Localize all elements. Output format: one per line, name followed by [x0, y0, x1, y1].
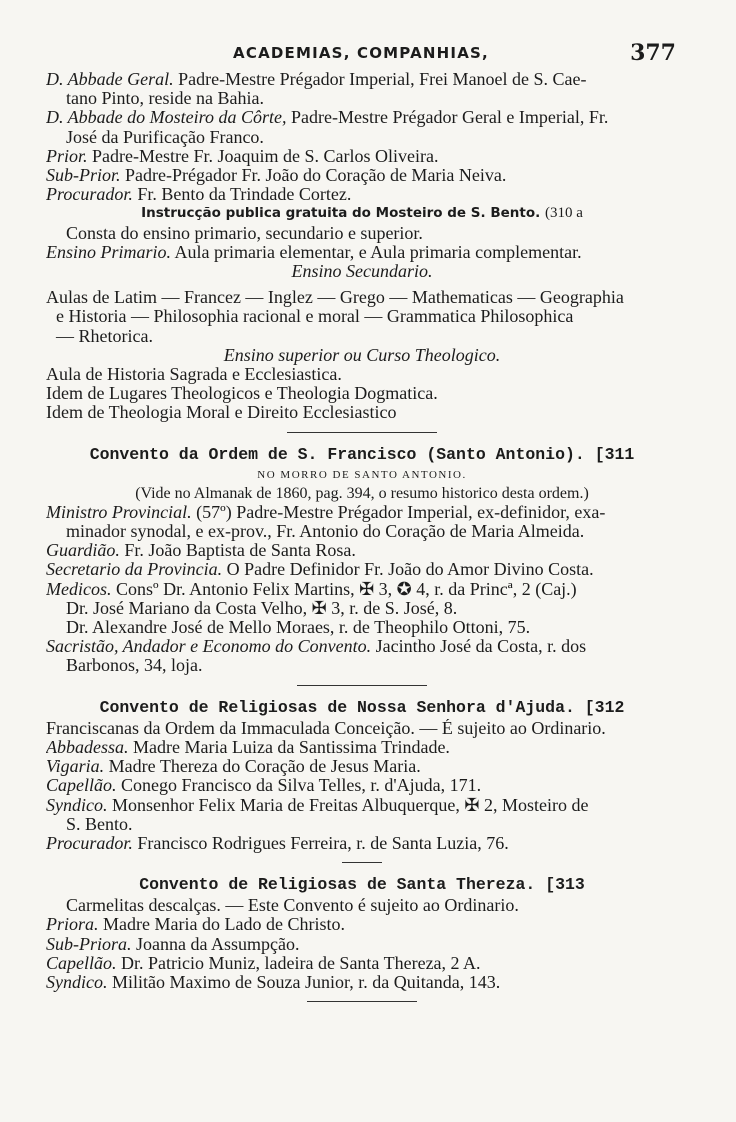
page-number: 377: [630, 40, 676, 66]
superior-line: Aula de Historia Sagrada e Ecclesiastica.: [46, 365, 342, 385]
superior-line: Idem de Lugares Theologicos e Theologia Dogmatica.: [46, 384, 438, 404]
section-divider: [307, 1001, 417, 1002]
entry-line: Priora. Madre Maria do Lado de Christo.: [46, 915, 345, 935]
running-title: ACADEMIAS, COMPANHIAS,: [233, 44, 489, 62]
entry-line: Carmelitas descalças. — Este Convento é sujeito ao Ordinario.: [66, 896, 519, 916]
section-subtitle: NO MORRO DE SANTO ANTONIO.: [257, 468, 467, 481]
entry-line: D. Abbade Geral. Padre-Mestre Prégador Imperial, Frei Manoel de S. Cae-: [46, 70, 587, 89]
entry-line: Secretario da Provincia. O Padre Definidor Fr. João do Amor Divino Costa.: [46, 560, 594, 580]
entry-line: D. Abbade do Mosteiro da Côrte, Padre-Mestre Prégador Geral e Imperial, Fr.: [46, 108, 609, 128]
entry-line: Sacristão, Andador e Economo do Convento. Jacintho José da Costa, r. dos: [46, 637, 587, 657]
entry-line: Sub-Prior. Padre-Prégador Fr. João do Coração de Maria Neiva.: [46, 166, 507, 186]
entry-line: Syndico. Militão Maximo de Souza Junior, r. da Quitanda, 143.: [46, 972, 501, 992]
aulas-line: Aulas de Latim — Francez — Inglez — Grego — Mathematicas — Geographia: [46, 288, 624, 308]
entry-line: José da Purificação Franco.: [66, 127, 264, 147]
aulas-line: — Rhetorica.: [56, 326, 153, 346]
entry-line: Procurador. Fr. Bento da Trindade Cortez.: [46, 185, 352, 205]
entry-line: Franciscanas da Ordem da Immaculada Conceição. — É sujeito ao Ordinario.: [46, 718, 606, 738]
entry-line: Abbadessa. Madre Maria Luiza da Santissima Trindade.: [46, 737, 450, 757]
entry-line: Vigaria. Madre Thereza do Coração de Jesus Maria.: [46, 757, 421, 777]
section-divider: [287, 432, 437, 433]
sao-bento-officials: [46, 70, 678, 204]
entry-line: S. Bento.: [66, 814, 133, 834]
entry-line: Syndico. Monsenhor Felix Maria de Freitas Albuquerque, ✠ 2, Mosteiro de: [46, 795, 589, 815]
section-title-santa-thereza: Convento de Religiosas de Santa Thereza. [313: [139, 875, 585, 895]
aulas-line: e Historia — Philosophia racional e moral — Grammatica Philosophica: [56, 307, 574, 327]
section-title-sao-francisco: Convento da Ordem de S. Francisco (Santo Antonio). [311: [89, 444, 635, 464]
ensino-secundario-title: Ensino Secundario.: [291, 262, 433, 282]
instruction-heading: Instrucção publica gratuita do Mosteiro de S. Bento. (310 a: [141, 205, 583, 222]
entry-line: Procurador. Francisco Rodrigues Ferreira, r. de Santa Luzia, 76.: [46, 833, 509, 853]
entry-line: Guardião. Fr. João Baptista de Santa Rosa.: [46, 541, 356, 561]
entry-line: Medicos. Consº Dr. Antonio Felix Martins, ✠ 3, ✪ 4, r. da Princª, 2 (Caj.): [46, 579, 577, 599]
section-divider: [297, 685, 427, 686]
entry-line: Capellão. Dr. Patricio Muniz, ladeira de Santa Thereza, 2 A.: [46, 953, 481, 973]
superior-line: Idem de Theologia Moral e Direito Ecclesiastico: [46, 403, 397, 423]
entry-line: Sub-Priora. Joanna da Assumpção.: [46, 934, 300, 954]
entry-line: Ministro Provincial. (57º) Padre-Mestre Prégador Imperial, ex-definidor, exa-: [46, 502, 606, 522]
section-title-nossa-senhora-ajuda: Convento de Religiosas de Nossa Senhora d'Ajuda. [312: [99, 697, 625, 717]
entry-line: Capellão. Conego Francisco da Silva Telles, r. d'Ajuda, 171.: [46, 776, 482, 796]
page-header: [46, 38, 676, 68]
entry-line: Prior. Padre-Mestre Fr. Joaquim de S. Carlos Oliveira.: [46, 146, 439, 166]
entry-line: Dr. Alexandre José de Mello Moraes, r. de Theophilo Ottoni, 75.: [66, 618, 531, 638]
entry-line: Dr. José Mariano da Costa Velho, ✠ 3, r. de S. José, 8.: [66, 598, 458, 618]
consta-line: Consta do ensino primario, secundario e superior.: [66, 223, 423, 243]
ensino-superior-title: Ensino superior ou Curso Theologico.: [223, 345, 501, 365]
entry-line: tano Pinto, reside na Bahia.: [66, 89, 264, 109]
page-body: [46, 70, 678, 1013]
section-divider: [342, 862, 382, 863]
entry-line: Barbonos, 34, loja.: [66, 656, 203, 676]
ensino-primario-line: Ensino Primario. Aula primaria elementar, e Aula primaria complementar.: [46, 242, 582, 262]
section-note: (Vide no Almanak de 1860, pag. 394, o resumo historico desta ordem.): [135, 484, 589, 502]
entry-line: minador synodal, e ex-prov., Fr. Antonio do Coração de Maria Almeida.: [66, 522, 585, 542]
